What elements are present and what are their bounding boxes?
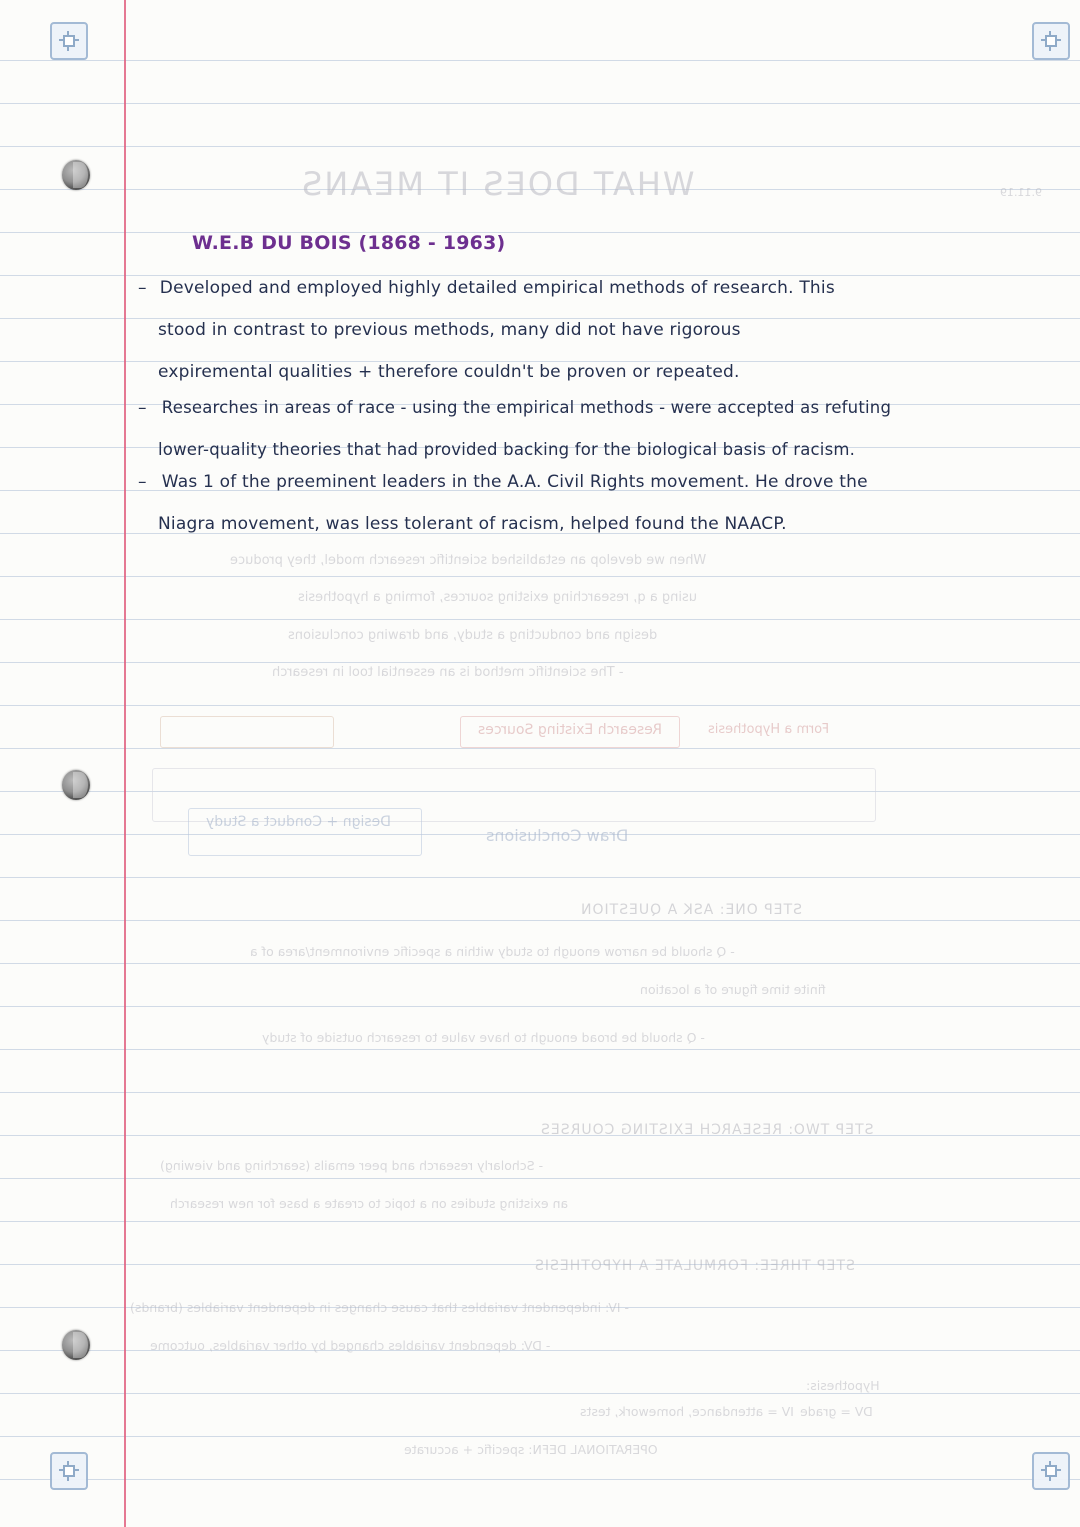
showthrough-step-line: DV = grade xyxy=(800,1404,873,1419)
showthrough-step-line: - IV: independent variables that cause changes in dependent variables (brands) xyxy=(130,1300,629,1315)
showthrough-step-heading: STEP THREE: FORMULATE A HYPOTHESIS xyxy=(534,1258,855,1274)
showthrough-line: using a q, researching existing sources, forming a hypothesis xyxy=(298,590,698,605)
showthrough-step-line: an existing studies on a topic to create a base for new research xyxy=(170,1196,569,1211)
note-line: Niagra movement, was less tolerant of racism, helped found the NAACP. xyxy=(158,514,787,534)
notes-heading: W.E.B DU BOIS (1868 - 1963) xyxy=(192,232,506,254)
showthrough-line: design and conducting a study, and drawing conclusions xyxy=(288,628,658,643)
showthrough-box-label: Draw Conclusions xyxy=(486,826,629,845)
bullet-dash: – xyxy=(138,472,147,492)
scan-registration-icon xyxy=(50,22,88,60)
scan-registration-icon xyxy=(50,1452,88,1490)
showthrough-line: When we develop an established scientific research model, they produce xyxy=(230,553,707,568)
showthrough-box xyxy=(160,716,334,748)
binder-hole xyxy=(62,1330,90,1360)
note-bullet xyxy=(138,472,868,492)
scan-registration-icon xyxy=(1032,22,1070,60)
showthrough-step-line: finite time figure of a location xyxy=(640,982,826,997)
binder-hole xyxy=(62,770,90,800)
showthrough-box-label: Research Existing Sources xyxy=(478,722,662,738)
scan-registration-icon xyxy=(1032,1452,1070,1490)
showthrough-step-line: - Scholarly research and peer emails (searching and viewing) xyxy=(160,1158,544,1173)
note-line: expiremental qualities + therefore couldn't be proven or repeated. xyxy=(158,362,740,382)
note-bullet xyxy=(138,278,835,298)
showthrough-step-line: - Q should be narrow enough to study within a specific environment/area of a xyxy=(250,944,735,959)
bullet-dash: – xyxy=(138,398,147,418)
note-bullet xyxy=(138,398,892,418)
showthrough-step-heading: STEP ONE: ASK A QUESTION xyxy=(580,902,802,918)
bullet-dash: – xyxy=(138,278,147,298)
note-line: lower-quality theories that had provided backing for the biological basis of racism. xyxy=(158,440,856,459)
showthrough-step-line: Hypothesis: xyxy=(806,1378,880,1393)
binder-hole xyxy=(62,160,90,190)
note-line: Researches in areas of race - using the empirical methods - were accepted as refuting xyxy=(161,398,892,417)
showthrough-step-line: - DV: dependent variables changed by other variables, outcome xyxy=(150,1338,551,1353)
note-line: Developed and employed highly detailed empirical methods of research. This xyxy=(159,278,835,298)
note-line: Was 1 of the preeminent leaders in the A.A. Civil Rights movement. He drove the xyxy=(161,472,868,492)
showthrough-box-label: Form a Hypothesis xyxy=(708,722,830,737)
note-line: stood in contrast to previous methods, many did not have rigorous xyxy=(158,320,741,340)
showthrough-box-label: Design + Conduct a Study xyxy=(206,814,392,830)
showthrough-step-line: - Q should be broad enough to have value to research outside of study xyxy=(262,1030,705,1045)
showthrough-step-line: OPERATIONAL DEFN: specific + accurate xyxy=(404,1442,658,1457)
margin-rule xyxy=(124,0,126,1527)
showthrough-title: WHAT DOES IT MEANS xyxy=(300,165,695,203)
showthrough-step-heading: STEP TWO: RESEARCH EXISTING COURSES xyxy=(540,1122,874,1138)
showthrough-date: 9.11.19 xyxy=(1000,186,1042,199)
showthrough-step-line: IV = attendance, homework, tests xyxy=(580,1404,794,1419)
showthrough-line: - The scientific method is an essential tool in research xyxy=(272,665,624,680)
